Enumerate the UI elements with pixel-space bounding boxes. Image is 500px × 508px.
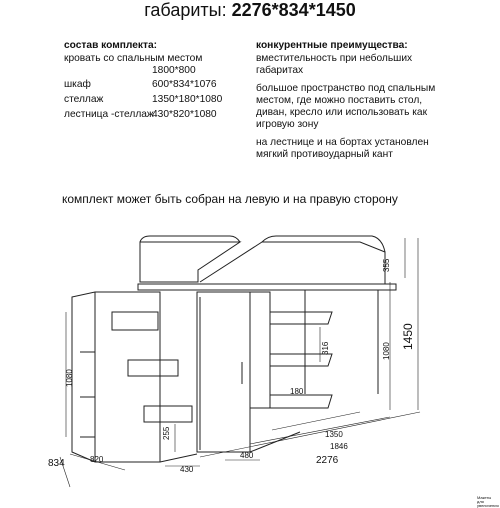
technical-drawing [0, 212, 500, 507]
kit-item-name: стеллаж [64, 94, 104, 105]
shelving-rack [250, 292, 270, 408]
dim-shelf-depth: 180 [290, 387, 304, 396]
bed-rail [200, 242, 385, 282]
kit-item-dims: 1800*800 [152, 65, 196, 76]
dim-ladder-width: 430 [180, 465, 194, 474]
dim-total-height: 1450 [401, 323, 415, 350]
dim-wardrobe-width: 480 [240, 451, 254, 460]
dim-rack-length: 1350 [325, 430, 343, 439]
bed-base [138, 284, 396, 290]
kit-item-dims: 430*820*1080 [152, 109, 217, 120]
kit-item [64, 53, 254, 65]
kit-item-dims-row [64, 65, 254, 79]
advantage-item: на лестнице и на бортах установлен мягкий противоударный кант [256, 137, 429, 160]
kit-header: состав комплекта: [64, 40, 158, 51]
kit-section [64, 40, 254, 124]
title-prefix: габариты: [144, 0, 227, 20]
kit-item-dims: 600*834*1076 [152, 79, 217, 90]
corner-caption: Макеты для увеличения [477, 495, 499, 508]
advantages-section [256, 40, 436, 167]
advantage-item: вместительность при небольших габаритах [256, 53, 413, 76]
kit-item-dims: 1350*180*1080 [152, 94, 223, 105]
kit-item [64, 94, 254, 109]
dim-frame-height: 1080 [382, 342, 391, 360]
dim-rail-height: 355 [382, 258, 391, 272]
title-dimensions: 2276*834*1450 [231, 0, 356, 20]
bed-headboard [140, 242, 240, 282]
advantages-header: конкурентные преимущества: [256, 40, 408, 51]
kit-item-name: шкаф [64, 79, 91, 90]
kit-item [64, 79, 254, 94]
dim-step-height: 255 [162, 426, 171, 440]
dim-depth: 834 [48, 458, 65, 469]
kit-item [64, 109, 254, 124]
dimension-lines [60, 238, 420, 487]
assembly-note: комплект может быть собран на левую и на правую сторону [62, 192, 398, 206]
dim-shelf-height: 316 [321, 341, 330, 355]
dim-ladder-height: 1080 [65, 369, 74, 387]
dim-bed-length: 1846 [330, 442, 348, 451]
kit-item-name: лестница -стеллаж [64, 109, 154, 120]
dim-ladder-depth: 820 [90, 455, 104, 464]
advantage-item: большое пространство под спальным местом, где можно поставить стол, диван, кресло или использовать как игровую зону [256, 83, 436, 130]
dim-total-length: 2276 [316, 455, 339, 466]
kit-item-name: кровать со спальным местом [64, 53, 203, 64]
page-title [0, 0, 500, 20]
